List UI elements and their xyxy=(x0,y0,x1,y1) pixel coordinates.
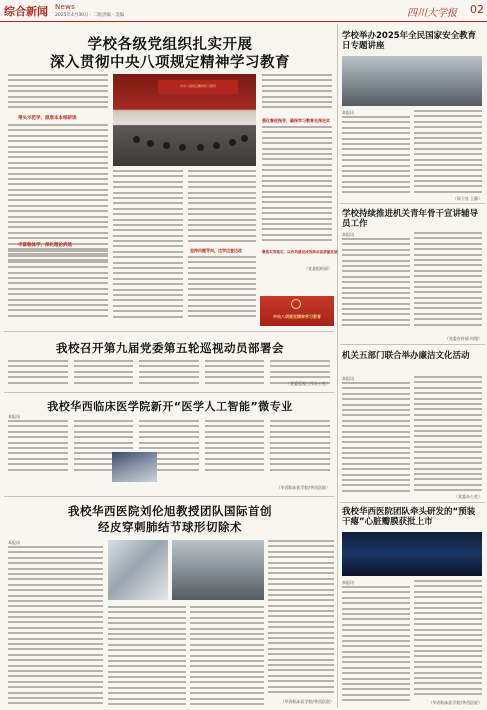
party-emblem-box xyxy=(260,296,334,326)
side-award-body-b xyxy=(414,580,482,695)
side-forum-byline: 本报讯 xyxy=(342,110,354,115)
ai-course-sign: （华西临床医学院/华西医院） xyxy=(276,485,330,490)
column-divider xyxy=(337,24,338,708)
lead-body-col2b xyxy=(188,170,256,245)
photo-banner: 中央八项规定精神学习教育 xyxy=(158,80,238,94)
side-award-photo xyxy=(342,532,482,576)
divider xyxy=(340,203,485,204)
side-award-title: 我校华西医院团队牵头研发的“预装干瘪”心脏瓣膜获批上市 xyxy=(342,507,476,528)
surgery-title-line2: 经皮穿刺肺结节球形切除术 xyxy=(98,520,242,534)
surgery-sign: （华西临床医学院/华西医院） xyxy=(280,699,334,704)
lead-subhead-5: 聚焦实效落实，以作风建设成效推动高质量发展 xyxy=(262,250,338,254)
surgery-team-photo xyxy=(172,540,264,600)
inspection-title: 我校召开第九届党委第五轮巡视动员部署会 xyxy=(56,341,284,355)
date-line: 2025年4月30日 · 二版责编 · 美编 xyxy=(55,13,125,18)
divider xyxy=(4,392,334,393)
lead-body-col1a xyxy=(8,74,108,114)
side-integrity-body-b xyxy=(414,376,482,492)
lead-title-line2: 深入贯彻中央八项规定精神学习教育 xyxy=(50,55,290,71)
side-youth-byline: 本报讯 xyxy=(342,232,354,237)
lead-subhead-2: 丰富载体学，深化理论武装 xyxy=(18,243,72,248)
ai-course-byline: 本报讯 xyxy=(8,414,20,419)
lead-subhead-1: 带头示范学，原原本本细研读 xyxy=(18,116,77,121)
lead-body-col2c xyxy=(188,256,256,322)
surgery-lab-photo xyxy=(108,540,168,600)
red-box-text: 中央八项规定精神学习教育 xyxy=(273,314,321,319)
side-award-byline: 本报讯 xyxy=(342,580,354,585)
side-youth-sign: （党委宣传部 何翔） xyxy=(444,336,482,341)
lead-body-col1c xyxy=(8,250,108,325)
party-emblem-icon xyxy=(291,299,301,309)
side-award-sign: （华西临床医学院/华西医院） xyxy=(428,700,482,705)
side-youth-body-b xyxy=(414,232,482,326)
lead-title-line1: 学校各级党组织扎实开展 xyxy=(87,37,253,53)
lead-subhead-4: 强化督促指导，确保学习教育走深走实 xyxy=(262,118,330,123)
surgery-byline: 本报讯 xyxy=(8,540,20,545)
page-number: 02 xyxy=(470,3,484,16)
lead-body-col3a xyxy=(262,74,332,114)
side-award-body-a xyxy=(342,586,410,701)
surgery-body-col3 xyxy=(190,606,264,706)
lead-subhead-3: 坚持问题导向，边学边查边改 xyxy=(190,248,242,253)
lead-meeting-photo xyxy=(113,74,256,166)
lead-body-col2a xyxy=(113,170,183,320)
divider xyxy=(340,502,485,503)
page-header xyxy=(0,0,487,22)
side-integrity-title: 机关五部门联合举办廉洁文化活动 xyxy=(342,351,470,361)
lead-sign: （党委组织部） xyxy=(304,266,332,271)
ai-course-body xyxy=(8,420,330,482)
side-forum-body-b xyxy=(414,110,482,194)
ai-course-title: 我校华西临床医学院新开“医学人工智能”微专业 xyxy=(47,400,293,413)
side-integrity-byline: 本报讯 xyxy=(342,376,354,381)
section-title: 综合新闻 xyxy=(4,5,48,18)
ai-course-photo xyxy=(112,452,157,482)
surgery-body-col1 xyxy=(8,546,103,706)
surgery-title-line1: 我校华西医院刘伦旭教授团队国际首创 xyxy=(68,504,272,518)
inspection-sign: （党委巡视工作办公室） xyxy=(286,381,330,386)
surgery-body-col4 xyxy=(268,540,334,696)
masthead-logo: 四川大学报 xyxy=(407,8,457,19)
side-forum-body-a xyxy=(342,116,410,194)
side-integrity-sign: （党委办公室） xyxy=(454,494,482,499)
divider xyxy=(4,331,334,332)
side-forum-sign: （保卫处 王静） xyxy=(452,196,482,201)
side-youth-body-a xyxy=(342,238,410,326)
divider xyxy=(4,496,334,497)
side-forum-title: 学校举办2025年全民国家安全教育日专题讲座 xyxy=(342,31,477,52)
lead-body-col3b xyxy=(262,126,332,246)
side-forum-photo xyxy=(342,56,482,106)
surgery-body-col2 xyxy=(108,606,186,706)
section-title-en: News xyxy=(55,3,76,11)
side-integrity-body-a xyxy=(342,382,410,492)
divider xyxy=(340,344,485,345)
side-youth-title: 学校持续推进机关青年骨干宣讲辅导员工作 xyxy=(342,209,479,230)
